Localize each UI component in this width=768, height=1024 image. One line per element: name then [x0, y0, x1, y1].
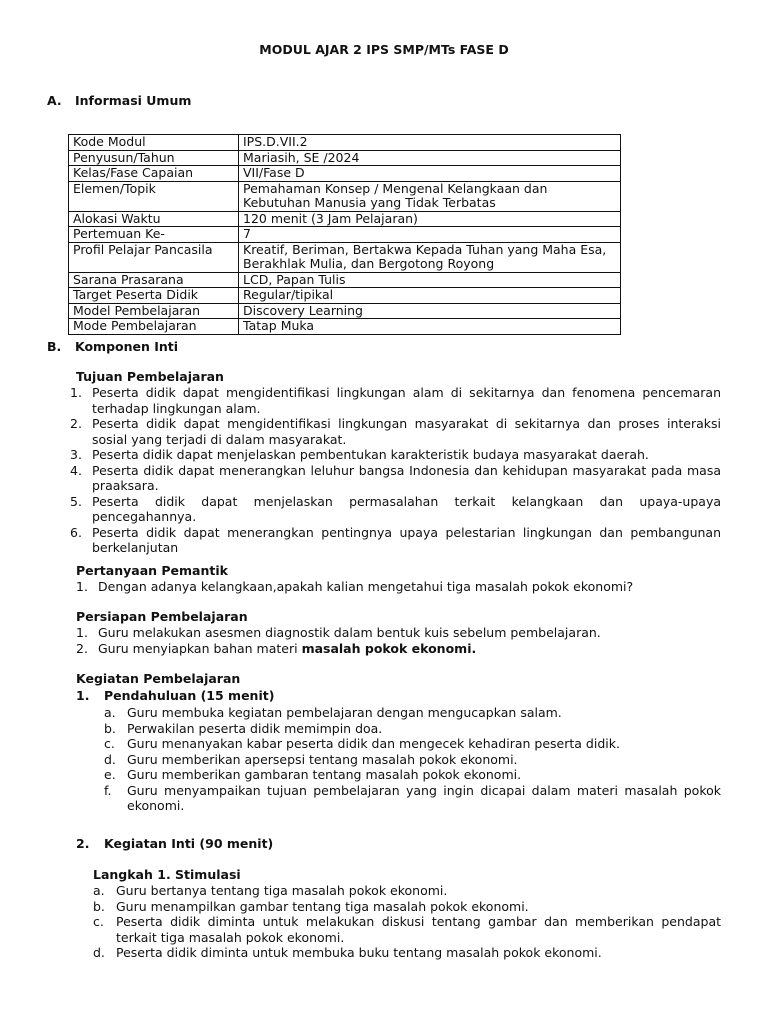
list-number: f. [104, 782, 112, 798]
list-item [70, 463, 721, 494]
section-a-number: A. [47, 93, 62, 108]
pemantik-title: Pertanyaan Pemantik [76, 563, 228, 578]
pemantik-list [76, 579, 721, 595]
inti-list [93, 883, 721, 961]
table-row [69, 211, 621, 227]
table-cell-key: Alokasi Waktu [69, 211, 239, 227]
table-cell-key: Kode Modul [69, 135, 239, 151]
list-number: 4. [70, 462, 82, 478]
list-text: Peserta didik diminta untuk membuka buku tentang masalah pokok ekonomi. [116, 945, 602, 960]
table-cell-value: Pemahaman Konsep / Mengenal Kelangkaan dan Kebutuhan Manusia yang Tidak Terbatas [239, 181, 621, 211]
table-row [69, 166, 621, 182]
list-number: c. [104, 736, 115, 751]
list-text: Perwakilan peserta didik memimpin doa. [127, 720, 383, 736]
list-item [76, 625, 721, 641]
list-text: Guru memberikan gambaran tentang masalah pokok ekonomi. [127, 767, 522, 782]
list-text: Peserta didik dapat menjelaskan permasalahan terkait kelangkaan dan upaya-upaya pencegahannya. [92, 493, 721, 524]
section-b-heading [47, 339, 347, 355]
table-cell-key: Profil Pelajar Pancasila [69, 242, 239, 272]
section-a-title: Informasi Umum [75, 93, 192, 108]
list-item [104, 767, 721, 783]
inti-number: 2. [76, 836, 90, 851]
list-number: b. [104, 720, 116, 736]
section-b-number: B. [47, 339, 62, 354]
table-cell-value: Discovery Learning [239, 303, 621, 319]
list-item [104, 705, 721, 721]
list-text-bold: masalah pokok ekonomi. [301, 640, 477, 656]
table-cell-key: Model Pembelajaran [69, 303, 239, 319]
inti-title: Kegiatan Inti (90 menit) [104, 836, 274, 851]
list-item [70, 525, 721, 556]
list-text: Guru melakukan asesmen diagnostik dalam bentuk kuis sebelum pembelajaran. [98, 625, 601, 640]
list-text: Peserta didik dapat menjelaskan pembentukan karakteristik budaya masyarakat daerah. [92, 447, 649, 462]
table-cell-value: Regular/tipikal [239, 288, 621, 304]
table-cell-value: Mariasih, SE /2024 [239, 150, 621, 166]
table-cell-value: Tatap Muka [239, 319, 621, 335]
list-text: Guru memberikan apersepsi tentang masalah pokok ekonomi. [127, 751, 518, 767]
table-cell-key: Pertemuan Ke- [69, 227, 239, 243]
list-number: 1. [76, 625, 88, 640]
pendahuluan-heading [76, 688, 376, 704]
list-number: 2. [70, 416, 82, 431]
list-item [104, 752, 721, 768]
list-item [104, 783, 721, 814]
section-b-title: Komponen Inti [75, 339, 179, 354]
list-text: Guru menyiapkan bahan materi [98, 640, 302, 656]
list-item [70, 447, 721, 463]
list-text: Guru menanyakan kabar peserta didik dan mengecek kehadiran peserta didik. [127, 736, 620, 751]
list-number: 6. [70, 524, 82, 540]
table-row [69, 150, 621, 166]
kegiatan-title: Kegiatan Pembelajaran [76, 671, 241, 686]
list-text: Peserta didik diminta untuk melakukan diskusi tentang gambar dan memberikan pendapat terkait tiga masalah pokok ekonomi. [116, 914, 721, 945]
pendahuluan-list [104, 705, 721, 814]
list-number: a. [93, 883, 105, 898]
list-number: 5. [70, 493, 82, 509]
list-item [76, 641, 721, 657]
table-row [69, 181, 621, 211]
list-text: Dengan adanya kelangkaan,apakah kalian mengetahui tiga masalah pokok ekonomi? [98, 579, 634, 594]
table-row [69, 242, 621, 272]
list-item [70, 385, 721, 416]
info-table [68, 134, 621, 335]
tujuan-title: Tujuan Pembelajaran [76, 369, 224, 384]
table-cell-value: LCD, Papan Tulis [239, 272, 621, 288]
table-row [69, 135, 621, 151]
table-cell-value: 120 menit (3 Jam Pelajaran) [239, 211, 621, 227]
list-item [93, 914, 721, 945]
table-cell-key: Penyusun/Tahun [69, 150, 239, 166]
list-text: Guru menampilkan gambar tentang tiga masalah pokok ekonomi. [116, 898, 529, 914]
table-row [69, 227, 621, 243]
list-item [76, 579, 721, 595]
table-cell-key: Kelas/Fase Capaian [69, 166, 239, 182]
list-item [93, 945, 721, 961]
list-text: Guru membuka kegiatan pembelajaran dengan mengucapkan salam. [127, 705, 562, 720]
list-text: Peserta didik dapat menerangkan pentingnya upaya pelestarian lingkungan dan pembangunan berkelanjutan [92, 524, 721, 555]
list-text: Peserta didik dapat mengidentifikasi lingkungan alam di sekitarnya dan fenomena pencemaran terhadap lingkungan alam. [92, 385, 721, 416]
table-cell-value: IPS.D.VII.2 [239, 135, 621, 151]
list-item [70, 494, 721, 525]
list-text: Peserta didik dapat menerangkan leluhur bangsa Indonesia dan kehidupan masyarakat pada masa praaksara. [92, 462, 721, 493]
list-text: Guru bertanya tentang tiga masalah pokok ekonomi. [116, 883, 448, 898]
tujuan-list [70, 385, 721, 556]
inti-heading [76, 836, 376, 852]
table-row [69, 288, 621, 304]
list-item [104, 721, 721, 737]
list-item [70, 416, 721, 447]
table-cell-key: Target Peserta Didik [69, 288, 239, 304]
table-cell-value: Kreatif, Beriman, Bertakwa Kepada Tuhan yang Maha Esa, Berakhlak Mulia, dan Bergotong Royong [239, 242, 621, 272]
list-number: e. [104, 767, 116, 782]
list-item [93, 883, 721, 899]
table-row [69, 319, 621, 335]
persiapan-list [76, 625, 721, 656]
list-number: d. [104, 751, 116, 767]
list-item [93, 899, 721, 915]
list-text: Guru menyampaikan tujuan pembelajaran yang ingin dicapai dalam materi masalah pokok ekonomi. [127, 782, 721, 813]
list-item [104, 736, 721, 752]
table-cell-key: Sarana Prasarana [69, 272, 239, 288]
list-number: c. [93, 914, 104, 929]
list-text: Peserta didik dapat mengidentifikasi lingkungan masyarakat di sekitarnya dan proses interaksi sosial yang terjadi di dalam masyarakat. [92, 416, 721, 447]
section-a-heading [47, 93, 347, 109]
table-row [69, 272, 621, 288]
langkah-title: Langkah 1. Stimulasi [93, 867, 241, 882]
table-cell-value: VII/Fase D [239, 166, 621, 182]
table-row [69, 303, 621, 319]
pendahuluan-number: 1. [76, 688, 90, 703]
pendahuluan-title: Pendahuluan (15 menit) [104, 688, 275, 703]
list-number: 1. [76, 579, 88, 594]
table-cell-key: Mode Pembelajaran [69, 319, 239, 335]
table-cell-key: Elemen/Topik [69, 181, 239, 211]
list-number: 2. [76, 640, 88, 656]
list-number: 1. [70, 385, 82, 400]
list-number: a. [104, 705, 116, 720]
list-number: b. [93, 898, 105, 914]
document-title: MODUL AJAR 2 IPS SMP/MTs FASE D [259, 42, 509, 57]
list-number: d. [93, 945, 105, 960]
list-number: 3. [70, 447, 82, 462]
table-cell-value: 7 [239, 227, 621, 243]
persiapan-title: Persiapan Pembelajaran [76, 609, 248, 624]
